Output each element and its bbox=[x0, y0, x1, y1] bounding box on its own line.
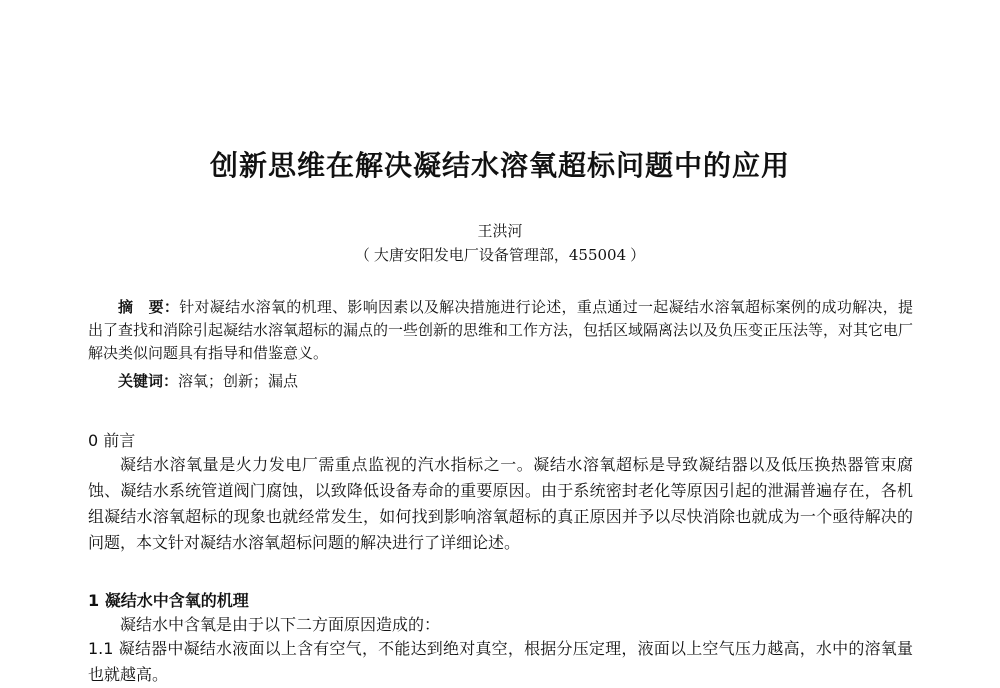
keywords bbox=[118, 370, 298, 393]
keywords-label: 关键词： bbox=[118, 372, 179, 390]
affiliation-open-paren: （ bbox=[354, 246, 370, 264]
affiliation-close-paren: ） bbox=[630, 246, 646, 264]
author-affiliation bbox=[0, 244, 1000, 265]
keywords-text: 溶氧；创新；漏点 bbox=[178, 372, 299, 390]
section-1-intro: 凝结水中含氧是由于以下二方面原因造成的： bbox=[120, 615, 441, 634]
affiliation-text: 大唐安阳发电厂设备管理部，455004 bbox=[373, 246, 627, 264]
section-1-heading: 1 凝结水中含氧的机理 bbox=[88, 591, 249, 610]
abstract-text: 针对凝结水溶氧的机理、影响因素以及解决措施进行论述，重点通过一起凝结水溶氧超标案例的成功解决，提出了查找和消除引起凝结水溶氧超标的漏点的一些创新的思维和工作方法，包括区域隔离法以及负压变正压法等，对其它电厂解决类似问题具有指导和借鉴意义。 bbox=[88, 298, 914, 362]
section-1-item-1: 1.1 凝结器中凝结水液面以上含有空气，不能达到绝对真空，根据分压定理，液面以上空气压力越高，水中的溶氧量也就越高。 bbox=[88, 639, 913, 684]
section-0-heading: 0 前言 bbox=[88, 431, 136, 450]
author-name: 王洪河 bbox=[477, 222, 523, 240]
section-0-paragraph: 凝结水溶氧量是火力发电厂需重点监视的汽水指标之一。凝结水溶氧超标是导致凝结器以及低压换热器管束腐蚀、凝结水系统管道阀门腐蚀，以致降低设备寿命的重要原因。由于系统密封老化等原因引起的泄漏普遍存在，各机组凝结水溶氧超标的现象也就经常发生，如何找到影响溶氧超标的真正原因并予以尽快消除也就成为一个亟待解决的问题，本文针对凝结水溶氧超标问题的解决进行了详细论述。 bbox=[88, 455, 913, 552]
abstract-label: 摘 要： bbox=[118, 298, 180, 316]
paper-title: 创新思维在解决凝结水溶氧超标问题中的应用 bbox=[209, 149, 790, 182]
abstract bbox=[88, 296, 913, 365]
